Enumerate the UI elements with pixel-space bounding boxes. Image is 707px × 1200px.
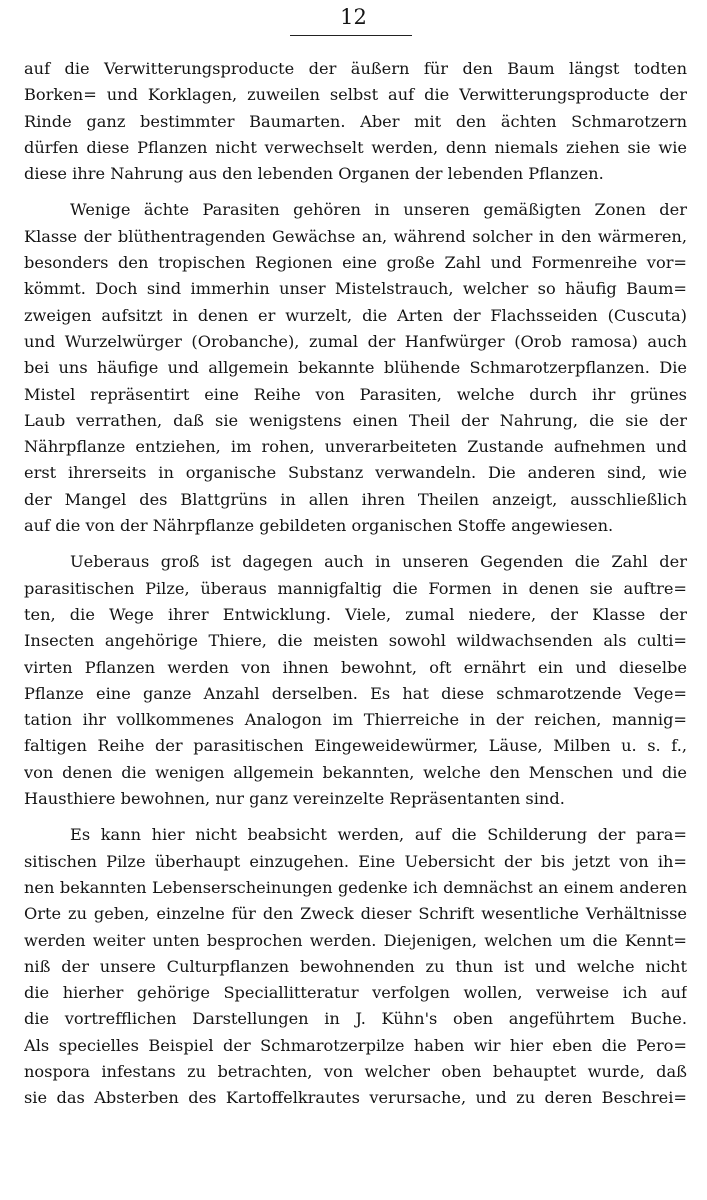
paragraph-1: [24, 56, 687, 187]
text-line: Als specielles Beispiel der Schmarotzerpilze haben wir hier eben die Pero=: [24, 1035, 687, 1055]
text-line: Orte zu geben, einzelne für den Zweck dieser Schrift wesentliche Verhältnisse: [24, 904, 687, 924]
text-line: zweigen aufsitzt in denen er wurzelt, die Arten der Flachsseiden (Cuscuta): [24, 305, 687, 325]
text-line: erst ihrerseits in organische Substanz verwandeln. Die anderen sind, wie: [24, 463, 687, 483]
text-line: Es kann hier nicht beabsicht werden, auf die Schilderung der para=: [70, 825, 687, 845]
body-text: [24, 56, 687, 1112]
paragraph-3: [24, 549, 687, 812]
text-line: die hierher gehörige Speciallitteratur verfolgen wollen, verweise ich auf: [24, 983, 687, 1003]
text-line: werden weiter unten besprochen werden. Diejenigen, welchen um die Kennt=: [24, 930, 687, 950]
text-line: Ueberaus groß ist dagegen auch in unseren Gegenden die Zahl der: [70, 552, 687, 572]
text-line: die vortrefflichen Darstellungen in J. Kühn's oben angeführtem Buche.: [24, 1009, 687, 1029]
text-line: Mistel repräsentirt eine Reihe von Parasiten, welche durch ihr grünes: [24, 384, 687, 404]
text-line: Laub verrathen, daß sie wenigstens einen Theil der Nahrung, die sie der: [24, 410, 687, 430]
paragraph-gap: [24, 187, 687, 197]
text-line: auf die Verwitterungsproducte der äußern für den Baum längst todten: [24, 59, 687, 78]
text-line: nen bekannten Lebenserscheinungen gedenke ich demnächst an einem anderen: [24, 877, 687, 897]
paragraph-gap: [24, 539, 687, 549]
text-line: nospora infestans zu betrachten, von welcher oben behauptet wurde, daß: [24, 1061, 687, 1081]
text-line: und Wurzelwürger (Orobanche), zumal der Hanfwürger (Orob ramosa) auch: [24, 331, 687, 351]
paragraph-4: [24, 822, 687, 1111]
text-line: ten, die Wege ihrer Entwicklung. Viele, zumal niedere, der Klasse der: [24, 604, 687, 624]
text-line: von denen die wenigen allgemein bekannten, welche den Menschen und die: [24, 762, 687, 782]
text-line: kömmt. Doch sind immerhin unser Mistelstrauch, welcher so häufig Baum=: [24, 279, 687, 299]
text-line: Klasse der blüthentragenden Gewächse an, während solcher in den wärmeren,: [24, 226, 687, 246]
text-line: Insecten angehörige Thiere, die meisten sowohl wildwachsenden als culti=: [24, 631, 687, 651]
text-line: Hausthiere bewohnen, nur ganz vereinzelte Repräsentanten sind.: [24, 789, 565, 809]
header-rule: [290, 35, 412, 36]
text-line: bei uns häufige und allgemein bekannte blühende Schmarotzerpflanzen. Die: [24, 358, 687, 378]
text-line: niß der unsere Culturpflanzen bewohnenden zu thun ist und welche nicht: [24, 956, 687, 976]
text-line: faltigen Reihe der parasitischen Eingeweidewürmer, Läuse, Milben u. s. f.,: [24, 736, 687, 756]
text-line: dürfen diese Pflanzen nicht verwechselt werden, denn niemals ziehen sie wie: [24, 137, 687, 157]
text-line: Nährpflanze entziehen, im rohen, unverarbeiteten Zustande aufnehmen und: [24, 437, 687, 457]
text-line: Rinde ganz bestimmter Baumarten. Aber mit den ächten Schmarotzern: [24, 111, 687, 131]
text-line: parasitischen Pilze, überaus mannigfaltig die Formen in denen sie auftre=: [24, 578, 687, 598]
text-line: besonders den tropischen Regionen eine große Zahl und Formenreihe vor=: [24, 253, 687, 273]
text-line: diese ihre Nahrung aus den lebenden Organen der lebenden Pflanzen.: [24, 164, 604, 184]
text-line: tation ihr vollkommenes Analogon im Thierreiche in der reichen, mannig=: [24, 710, 687, 730]
page-number: 12: [340, 5, 367, 29]
text-line: auf die von der Nährpflanze gebildeten organischen Stoffe angewiesen.: [24, 516, 614, 536]
text-line: sitischen Pilze überhaupt einzugehen. Eine Uebersicht der bis jetzt von ih=: [24, 851, 687, 871]
text-line: virten Pflanzen werden von ihnen bewohnt, oft ernährt ein und dieselbe: [24, 657, 687, 677]
text-line: Wenige ächte Parasiten gehören in unseren gemäßigten Zonen der: [70, 200, 687, 220]
text-line: der Mangel des Blattgrüns in allen ihren Theilen anzeigt, ausschließlich: [24, 489, 687, 509]
text-line: Borken= und Korklagen, zuweilen selbst auf die Verwitterungsproducte der: [24, 85, 687, 105]
text-line: Pflanze eine ganze Anzahl derselben. Es hat diese schmarotzende Vege=: [24, 683, 687, 703]
text-line: sie das Absterben des Kartoffelkrautes verursache, und zu deren Beschrei=: [24, 1088, 687, 1108]
paragraph-2: [24, 197, 687, 539]
paragraph-gap: [24, 812, 687, 822]
